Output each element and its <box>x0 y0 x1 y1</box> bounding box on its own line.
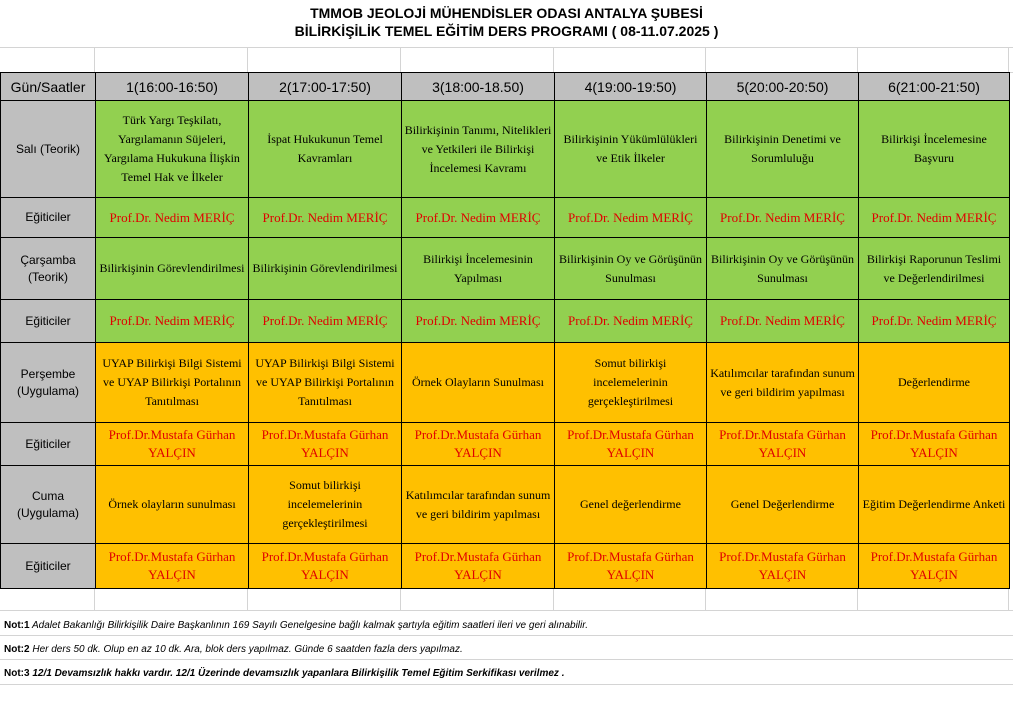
lesson-cell: Bilirkişi Raporunun Teslimi ve Değerlendirilmesi <box>859 238 1010 300</box>
header-slot: 3(18:00-18.50) <box>402 73 555 101</box>
instructor-cell: Prof.Dr. Nedim MERİÇ <box>402 198 555 238</box>
document-title: TMMOB JEOLOJİ MÜHENDİSLER ODASI ANTALYA ŞUBESİ <box>310 5 703 21</box>
lesson-cell: İspat Hukukunun Temel Kavramları <box>249 101 402 198</box>
note-3 <box>4 668 564 679</box>
instructor-row-label: Eğiticiler <box>1 423 96 466</box>
lesson-row-persembe <box>1 343 1010 423</box>
note-text: 12/1 Devamsızlık hakkı vardır. 12/1 Üzerinde devamsızlık yapanlara Bilirkişilik Temel Eğitim Serkifikası verilmez . <box>32 668 565 679</box>
instructor-cell: Prof.Dr. Nedim MERİÇ <box>859 300 1010 343</box>
instructor-row-label: Eğiticiler <box>1 544 96 589</box>
instructor-cell: Prof.Dr. Nedim MERİÇ <box>96 300 249 343</box>
lesson-cell: UYAP Bilirkişi Bilgi Sistemi ve UYAP Bilirkişi Portalının Tanıtılması <box>96 343 249 423</box>
header-slot: 2(17:00-17:50) <box>249 73 402 101</box>
instructor-cell: Prof.Dr. Nedim MERİÇ <box>555 300 707 343</box>
instructor-cell: Prof.Dr. Nedim MERİÇ <box>249 300 402 343</box>
header-slot: 5(20:00-20:50) <box>707 73 859 101</box>
note-label: Not:1 <box>4 620 30 631</box>
document-subtitle: BİLİRKİŞİLİK TEMEL EĞİTİM DERS PROGRAMI ( 08-11.07.2025 ) <box>294 23 719 39</box>
instructor-cell: Prof.Dr.Mustafa Gürhan YALÇIN <box>402 423 555 466</box>
instructor-cell: Prof.Dr. Nedim MERİÇ <box>555 198 707 238</box>
lesson-cell: Somut bilirkişi incelemelerinin gerçekleştirilmesi <box>249 466 402 544</box>
lesson-cell: Bilirkişinin Görevlendirilmesi <box>96 238 249 300</box>
instructor-cell: Prof.Dr. Nedim MERİÇ <box>707 198 859 238</box>
instructor-cell: Prof.Dr. Nedim MERİÇ <box>96 198 249 238</box>
note-1 <box>4 620 588 631</box>
instructor-cell: Prof.Dr.Mustafa Gürhan YALÇIN <box>249 423 402 466</box>
lesson-cell: Değerlendirme <box>859 343 1010 423</box>
instructor-cell: Prof.Dr.Mustafa Gürhan YALÇIN <box>859 423 1010 466</box>
instructor-row-sali <box>1 198 1010 238</box>
header-row <box>1 73 1010 101</box>
lesson-cell: Bilirkişinin Oy ve Görüşünün Sunulması <box>707 238 859 300</box>
instructor-cell: Prof.Dr. Nedim MERİÇ <box>402 300 555 343</box>
header-slot: 4(19:00-19:50) <box>555 73 707 101</box>
instructor-cell: Prof.Dr.Mustafa Gürhan YALÇIN <box>402 544 555 589</box>
lesson-cell: Somut bilirkişi incelemelerinin gerçekleştirilmesi <box>555 343 707 423</box>
header-slot: 1(16:00-16:50) <box>96 73 249 101</box>
lesson-cell: Türk Yargı Teşkilatı, Yargılamanın Süjeleri, Yargılama Hukukuna İlişkin Temel Hak ve İlkeler <box>96 101 249 198</box>
instructor-cell: Prof.Dr.Mustafa Gürhan YALÇIN <box>96 544 249 589</box>
instructor-cell: Prof.Dr.Mustafa Gürhan YALÇIN <box>555 423 707 466</box>
lesson-cell: Bilirkişi İncelemesine Başvuru <box>859 101 1010 198</box>
header-corner: Gün/Saatler <box>1 73 96 101</box>
lesson-cell: Örnek Olayların Sunulması <box>402 343 555 423</box>
day-label: Çarşamba (Teorik) <box>1 238 96 300</box>
instructor-cell: Prof.Dr.Mustafa Gürhan YALÇIN <box>707 423 859 466</box>
lesson-cell: Genel Değerlendirme <box>707 466 859 544</box>
note-label: Not:3 <box>4 668 30 679</box>
lesson-cell: Eğitim Değerlendirme Anketi <box>859 466 1010 544</box>
instructor-row-persembe <box>1 423 1010 466</box>
day-label: Perşembe (Uygulama) <box>1 343 96 423</box>
instructor-cell: Prof.Dr.Mustafa Gürhan YALÇIN <box>859 544 1010 589</box>
note-label: Not:2 <box>4 644 30 655</box>
lesson-cell: UYAP Bilirkişi Bilgi Sistemi ve UYAP Bilirkişi Portalının Tanıtılması <box>249 343 402 423</box>
instructor-cell: Prof.Dr.Mustafa Gürhan YALÇIN <box>96 423 249 466</box>
instructor-cell: Prof.Dr.Mustafa Gürhan YALÇIN <box>555 544 707 589</box>
note-text: Her ders 50 dk. Olup en az 10 dk. Ara, blok ders yapılmaz. Günde 6 saatden fazla ders yapılmaz. <box>32 644 463 655</box>
lesson-cell: Genel değerlendirme <box>555 466 707 544</box>
lesson-cell: Katılımcılar tarafından sunum ve geri bildirim yapılması <box>402 466 555 544</box>
lesson-cell: Bilirkişinin Görevlendirilmesi <box>249 238 402 300</box>
lesson-cell: Bilirkişinin Yükümlülükleri ve Etik İlkeler <box>555 101 707 198</box>
instructor-cell: Prof.Dr. Nedim MERİÇ <box>249 198 402 238</box>
header-slot: 6(21:00-21:50) <box>859 73 1010 101</box>
instructor-cell: Prof.Dr. Nedim MERİÇ <box>859 198 1010 238</box>
lesson-cell: Bilirkişinin Oy ve Görüşünün Sunulması <box>555 238 707 300</box>
instructor-cell: Prof.Dr.Mustafa Gürhan YALÇIN <box>249 544 402 589</box>
lesson-cell: Bilirkişi İncelemesinin Yapılması <box>402 238 555 300</box>
lesson-row-cuma <box>1 466 1010 544</box>
instructor-row-cuma <box>1 544 1010 589</box>
day-label: Salı (Teorik) <box>1 101 96 198</box>
instructor-cell: Prof.Dr. Nedim MERİÇ <box>707 300 859 343</box>
instructor-row-label: Eğiticiler <box>1 300 96 343</box>
day-label: Cuma (Uygulama) <box>1 466 96 544</box>
lesson-row-carsamba <box>1 238 1010 300</box>
instructor-cell: Prof.Dr.Mustafa Gürhan YALÇIN <box>707 544 859 589</box>
lesson-cell: Bilirkişinin Tanımı, Nitelikleri ve Yetkileri ile Bilirkişi İncelemesi Kavramı <box>402 101 555 198</box>
schedule-table <box>0 72 1010 589</box>
lesson-cell: Örnek olayların sunulması <box>96 466 249 544</box>
instructor-row-label: Eğiticiler <box>1 198 96 238</box>
lesson-row-sali <box>1 101 1010 198</box>
instructor-row-carsamba <box>1 300 1010 343</box>
lesson-cell: Bilirkişinin Denetimi ve Sorumluluğu <box>707 101 859 198</box>
lesson-cell: Katılımcılar tarafından sunum ve geri bildirim yapılması <box>707 343 859 423</box>
note-text: Adalet Bakanlığı Bilirkişilik Daire Başkanlının 169 Sayılı Genelgesine bağlı kalmak şartıyla eğitim saatleri ileri ve geri alınabilir. <box>31 620 588 631</box>
note-2 <box>4 644 463 655</box>
